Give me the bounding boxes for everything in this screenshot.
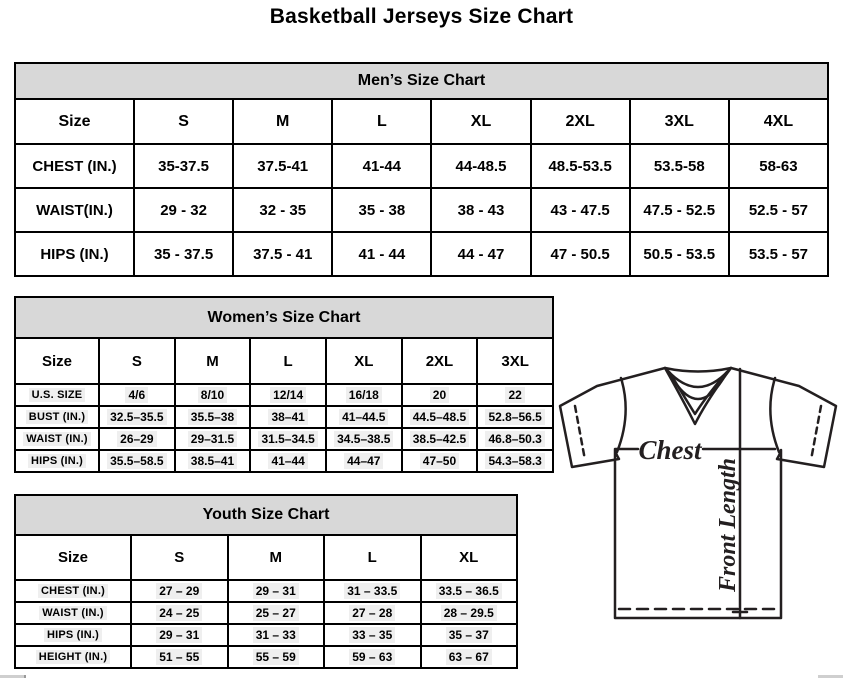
table-cell-text: 44–47 <box>344 453 383 469</box>
table-cell <box>531 188 630 232</box>
table-cell-text: 41–44.5 <box>339 409 388 425</box>
table-cell <box>332 188 431 232</box>
table-cell <box>326 384 402 406</box>
table-cell-text: 25 – 27 <box>253 605 299 621</box>
table-cell-text: 35.5–38 <box>188 409 237 425</box>
table-cell <box>228 602 325 624</box>
table-cell <box>402 384 478 406</box>
column-header <box>131 535 228 580</box>
table-cell <box>99 450 175 472</box>
table-cell-text: 44.5–48.5 <box>410 409 469 425</box>
right-cuff-dashed-line <box>811 406 821 460</box>
row-label <box>15 624 131 646</box>
row-label-text: WAIST (IN.) <box>23 432 90 446</box>
table-cell-text: 29 - 32 <box>160 201 207 219</box>
size-table <box>14 494 518 669</box>
table-cell <box>421 624 518 646</box>
table-cell <box>477 450 553 472</box>
table-cell <box>228 580 325 602</box>
column-header-text: L <box>367 549 377 566</box>
table-cell <box>324 602 421 624</box>
row-label <box>15 144 134 188</box>
table-cell-text: 44-48.5 <box>455 157 507 175</box>
row-label-text: HIPS (IN.) <box>28 454 86 468</box>
column-header <box>421 535 518 580</box>
table-cell-text: 27 – 28 <box>349 605 395 621</box>
table-row <box>15 232 828 276</box>
chest-label: Chest <box>638 435 702 465</box>
table-cell-text: 16/18 <box>346 387 382 403</box>
table-cell-text: 38 - 43 <box>457 201 505 219</box>
table-caption-text: Youth Size Chart <box>202 506 330 523</box>
column-header <box>326 338 402 384</box>
column-header <box>402 338 478 384</box>
table-cell <box>630 144 729 188</box>
table-cell-text: 41 - 44 <box>358 245 406 263</box>
scrollbar-fragment-left[interactable] <box>0 675 26 678</box>
column-header-text: S <box>131 352 142 370</box>
table-row <box>15 406 553 428</box>
column-header <box>531 99 630 144</box>
table-cell <box>175 428 251 450</box>
table-cell <box>131 624 228 646</box>
table-caption-text: Women’s Size Chart <box>207 308 361 326</box>
page-title: Basketball Jerseys Size Chart <box>269 5 574 28</box>
table-cell-text: 43 - 47.5 <box>550 201 610 219</box>
table-caption-text: Men’s Size Chart <box>357 72 486 89</box>
table-cell-text: 29–31.5 <box>188 431 237 447</box>
column-header-text: S <box>174 549 185 566</box>
table-cell-text: 33.5 – 36.5 <box>436 583 502 599</box>
table-cell <box>531 144 630 188</box>
table-cell-text: 35 - 37.5 <box>153 245 214 263</box>
row-label-text: WAIST(IN.) <box>36 201 113 219</box>
table-cell-text: 34.5–38.5 <box>334 431 393 447</box>
column-header-text: 4XL <box>763 112 794 130</box>
column-header-text: Size <box>41 352 72 370</box>
table-cell-text: 46.8–50.3 <box>485 431 544 447</box>
column-header-text: 2XL <box>565 112 595 130</box>
womens-size-table <box>14 296 554 473</box>
row-label-text: HIPS (IN.) <box>40 245 109 263</box>
table-cell-text: 35 – 37 <box>446 627 492 643</box>
table-row <box>15 428 553 450</box>
column-header <box>15 99 134 144</box>
table-cell <box>326 450 402 472</box>
table-cell <box>402 450 478 472</box>
size-table <box>14 296 554 473</box>
column-header <box>324 535 421 580</box>
table-cell-text: 41-44 <box>362 157 402 175</box>
left-cuff-dashed-line <box>575 406 585 460</box>
column-header <box>477 338 553 384</box>
column-header <box>630 99 729 144</box>
table-cell <box>233 188 332 232</box>
table-cell <box>477 384 553 406</box>
column-header-text: 3XL <box>664 112 694 130</box>
table-cell <box>228 646 325 668</box>
table-cell-text: 27 – 29 <box>156 583 202 599</box>
table-cell-text: 26–29 <box>117 431 156 447</box>
column-header-text: XL <box>470 112 492 130</box>
table-cell-text: 35 - 38 <box>358 201 406 219</box>
table-row <box>15 624 517 646</box>
row-label <box>15 646 131 668</box>
table-cell-text: 12/14 <box>270 387 306 403</box>
row-label <box>15 602 131 624</box>
column-header <box>175 338 251 384</box>
row-label-text: WAIST (IN.) <box>39 606 106 620</box>
column-header-text: Size <box>58 112 91 130</box>
table-cell-text: 37.5-41 <box>257 157 309 175</box>
table-cell-text: 22 <box>505 387 524 403</box>
table-cell <box>402 428 478 450</box>
table-cell-text: 29 – 31 <box>253 583 299 599</box>
table-cell <box>99 428 175 450</box>
table-row <box>15 188 828 232</box>
table-cell-text: 63 – 67 <box>446 649 492 665</box>
table-cell <box>729 188 828 232</box>
column-header-text: M <box>206 352 219 370</box>
table-cell <box>324 646 421 668</box>
table-cell-text: 48.5-53.5 <box>548 157 612 175</box>
column-header <box>431 99 530 144</box>
row-label-text: HIPS (IN.) <box>44 628 102 642</box>
row-label-text: CHEST (IN.) <box>32 157 117 175</box>
column-header-text: XL <box>354 352 374 370</box>
right-armhole-seam <box>770 378 779 452</box>
table-cell <box>250 450 326 472</box>
table-cell-text: 44 - 47 <box>457 245 505 263</box>
row-label <box>15 450 99 472</box>
column-header-text: S <box>178 112 189 130</box>
column-header <box>233 99 332 144</box>
table-cell-text: 33 – 35 <box>349 627 395 643</box>
column-header <box>15 338 99 384</box>
table-row <box>15 580 517 602</box>
table-cell-text: 35-37.5 <box>158 157 209 175</box>
table-cell <box>99 406 175 428</box>
column-header <box>729 99 828 144</box>
table-cell <box>175 450 251 472</box>
table-row <box>15 646 517 668</box>
table-cell <box>531 232 630 276</box>
column-header-text: Size <box>57 549 88 566</box>
table-row <box>15 450 553 472</box>
table-cell <box>332 232 431 276</box>
table-cell-text: 47 - 50.5 <box>550 245 610 263</box>
table-cell-text: 31 – 33.5 <box>344 583 400 599</box>
table-cell <box>324 580 421 602</box>
row-label-text: U.S. SIZE <box>29 388 86 402</box>
table-cell <box>324 624 421 646</box>
table-cell <box>175 384 251 406</box>
left-armhole-seam <box>617 378 626 452</box>
table-cell-text: 41–44 <box>268 453 307 469</box>
table-cell <box>134 188 233 232</box>
table-cell-text: 38–41 <box>268 409 307 425</box>
table-caption <box>15 297 553 338</box>
table-cell <box>431 144 530 188</box>
table-cell <box>729 144 828 188</box>
table-cell <box>250 384 326 406</box>
column-header <box>250 338 326 384</box>
column-header <box>228 535 325 580</box>
table-cell <box>729 232 828 276</box>
column-header <box>134 99 233 144</box>
size-table <box>14 62 829 277</box>
table-cell-text: 59 – 63 <box>349 649 395 665</box>
table-cell-text: 35.5–58.5 <box>107 453 166 469</box>
row-label-text: HEIGHT (IN.) <box>36 650 110 664</box>
table-cell <box>421 580 518 602</box>
table-row <box>15 144 828 188</box>
column-header-text: 3XL <box>501 352 529 370</box>
table-cell-text: 32 - 35 <box>259 201 307 219</box>
table-cell <box>421 646 518 668</box>
youth-size-table <box>14 494 518 669</box>
table-cell <box>326 406 402 428</box>
row-label <box>15 580 131 602</box>
table-cell-text: 52.8–56.5 <box>485 409 544 425</box>
table-cell <box>630 188 729 232</box>
table-cell-text: 54.3–58.3 <box>485 453 544 469</box>
column-header-text: L <box>283 352 293 370</box>
table-cell <box>332 144 431 188</box>
scrollbar-fragment-right[interactable] <box>818 675 843 678</box>
mens-size-table <box>14 62 829 276</box>
table-cell <box>326 428 402 450</box>
table-cell-text: 31 – 33 <box>253 627 299 643</box>
column-header-text: 2XL <box>425 352 454 370</box>
table-cell <box>134 232 233 276</box>
table-row <box>15 384 553 406</box>
table-cell-text: 28 – 29.5 <box>441 605 497 621</box>
table-caption <box>15 495 517 535</box>
table-cell-text: 53.5 - 57 <box>748 245 809 263</box>
table-cell <box>99 384 175 406</box>
table-cell-text: 4/6 <box>125 387 148 403</box>
table-cell-text: 47–50 <box>420 453 459 469</box>
row-label <box>15 232 134 276</box>
table-cell-text: 38.5–42.5 <box>410 431 469 447</box>
column-header-text: M <box>276 112 290 130</box>
table-cell <box>431 188 530 232</box>
row-label <box>15 384 99 406</box>
table-cell <box>233 144 332 188</box>
table-cell <box>630 232 729 276</box>
table-cell-text: 24 – 25 <box>156 605 202 621</box>
collar-top-edge <box>665 368 731 372</box>
table-cell-text: 20 <box>430 387 449 403</box>
row-label <box>15 428 99 450</box>
table-cell <box>131 580 228 602</box>
table-cell-text: 50.5 - 53.5 <box>643 245 716 263</box>
table-cell-text: 31.5–34.5 <box>258 431 317 447</box>
row-label-text: BUST (IN.) <box>26 410 88 424</box>
table-row <box>15 602 517 624</box>
front-length-label: Front Length <box>715 457 741 593</box>
table-cell-text: 37.5 - 41 <box>253 245 313 263</box>
table-cell-text: 8/10 <box>198 387 227 403</box>
jersey-outline <box>560 368 836 618</box>
table-cell <box>131 602 228 624</box>
column-header <box>332 99 431 144</box>
row-label-text: CHEST (IN.) <box>38 584 108 598</box>
table-cell <box>402 406 478 428</box>
column-header <box>99 338 175 384</box>
table-cell <box>228 624 325 646</box>
column-header <box>15 535 131 580</box>
row-label <box>15 406 99 428</box>
table-cell <box>250 428 326 450</box>
table-cell-text: 52.5 - 57 <box>748 201 809 219</box>
table-cell-text: 53.5-58 <box>653 157 705 175</box>
table-cell <box>134 144 233 188</box>
column-header-text: M <box>269 549 282 566</box>
column-header-text: XL <box>459 549 479 566</box>
table-cell-text: 51 – 55 <box>156 649 202 665</box>
table-cell-text: 47.5 - 52.5 <box>643 201 716 219</box>
table-cell-text: 29 – 31 <box>156 627 202 643</box>
jersey-measurement-diagram <box>553 362 843 627</box>
row-label <box>15 188 134 232</box>
table-cell <box>477 406 553 428</box>
table-cell <box>431 232 530 276</box>
table-cell-text: 32.5–35.5 <box>107 409 166 425</box>
column-header-text: L <box>376 112 387 130</box>
table-cell-text: 38.5–41 <box>188 453 237 469</box>
table-caption <box>15 63 828 99</box>
table-cell <box>233 232 332 276</box>
table-cell <box>131 646 228 668</box>
table-cell <box>477 428 553 450</box>
table-cell-text: 58-63 <box>759 157 798 175</box>
table-cell <box>421 602 518 624</box>
table-cell-text: 55 – 59 <box>253 649 299 665</box>
table-cell <box>175 406 251 428</box>
table-cell <box>250 406 326 428</box>
